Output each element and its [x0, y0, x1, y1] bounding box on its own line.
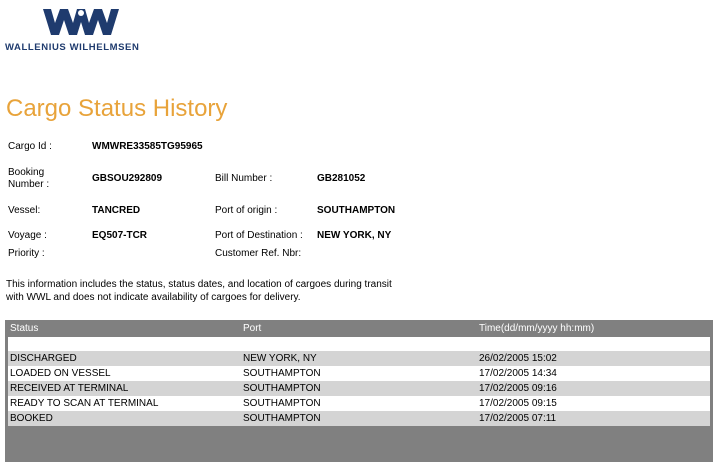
- row-status: DISCHARGED: [10, 353, 77, 364]
- bill-number-label: Bill Number :: [215, 173, 273, 184]
- row-status: RECEIVED AT TERMINAL: [10, 383, 129, 394]
- table-spacer: [8, 337, 710, 351]
- row-port: SOUTHAMPTON: [243, 413, 321, 424]
- info-note-line2: with WWL and does not indicate availability of cargoes for delivery.: [6, 292, 301, 303]
- row-time: 17/02/2005 09:15: [479, 398, 557, 409]
- port-of-origin-value: SOUTHAMPTON: [317, 205, 396, 216]
- ww-logo-icon: [41, 5, 121, 39]
- booking-label-line2: Number :: [8, 179, 50, 190]
- booking-number-value: GBSOU292809: [92, 173, 163, 184]
- row-port: NEW YORK, NY: [243, 353, 317, 364]
- info-note: [6, 278, 446, 304]
- status-history-table: [5, 320, 713, 462]
- row-port: SOUTHAMPTON: [243, 383, 321, 394]
- row-status: LOADED ON VESSEL: [10, 368, 111, 379]
- voyage-value: EQ507-TCR: [92, 230, 148, 241]
- brand-name: WALLENIUS WILHELMSEN: [5, 42, 140, 53]
- header-status: Status: [10, 323, 39, 334]
- row-time: 17/02/2005 09:16: [479, 383, 557, 394]
- booking-label-line1: Booking: [8, 167, 45, 178]
- table-header: [5, 320, 713, 337]
- row-time: 17/02/2005 07:11: [479, 413, 557, 424]
- priority-label: Priority :: [8, 248, 45, 259]
- port-of-destination-label: Port of Destination :: [215, 230, 303, 241]
- row-status: READY TO SCAN AT TERMINAL: [10, 398, 159, 409]
- header-port: Port: [243, 323, 262, 334]
- table-body: [8, 351, 710, 426]
- table-row: [8, 351, 710, 366]
- row-status: BOOKED: [10, 413, 53, 424]
- table-row: [8, 411, 710, 426]
- row-port: SOUTHAMPTON: [243, 398, 321, 409]
- company-logo: [5, 5, 165, 55]
- cargo-id-label: Cargo Id :: [8, 141, 52, 152]
- row-time: 17/02/2005 14:34: [479, 368, 557, 379]
- vessel-value: TANCRED: [92, 205, 141, 216]
- port-of-origin-label: Port of origin :: [215, 205, 278, 216]
- cargo-id-value: WMWRE33585TG95965: [92, 141, 203, 152]
- row-port: SOUTHAMPTON: [243, 368, 321, 379]
- table-row: [8, 381, 710, 396]
- page-title: Cargo Status History: [6, 95, 228, 122]
- header-time: Time(dd/mm/yyyy hh:mm): [479, 323, 595, 334]
- table-row: [8, 366, 710, 381]
- row-time: 26/02/2005 15:02: [479, 353, 557, 364]
- bill-number-value: GB281052: [317, 173, 366, 184]
- customer-ref-label: Customer Ref. Nbr:: [215, 248, 302, 259]
- port-of-destination-value: NEW YORK, NY: [317, 230, 392, 241]
- vessel-label: Vessel:: [8, 205, 41, 216]
- info-note-line1: This information includes the status, status dates, and location of cargoes during transit: [6, 279, 392, 290]
- voyage-label: Voyage :: [8, 230, 47, 241]
- table-row: [8, 396, 710, 411]
